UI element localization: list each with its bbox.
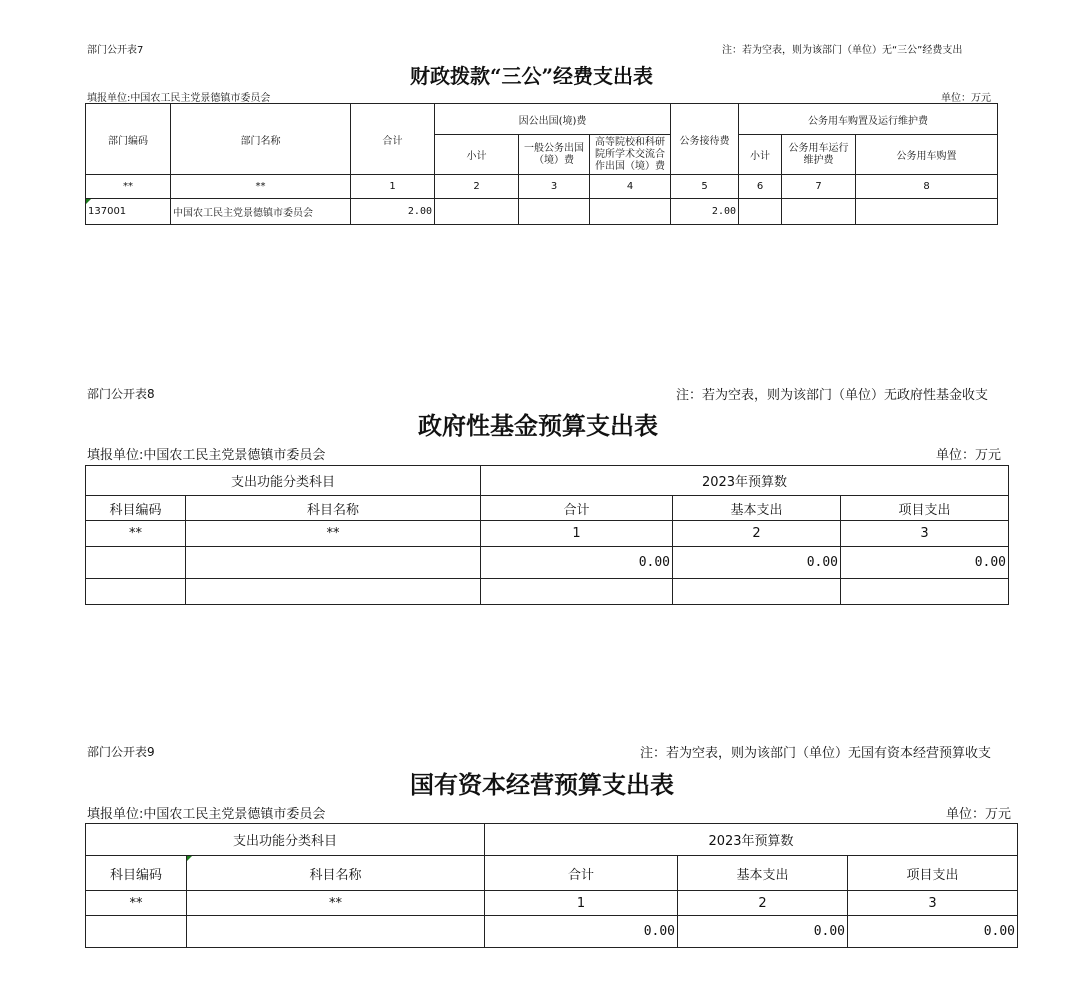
- empty-cell: [519, 199, 590, 225]
- empty-cell: [86, 547, 186, 579]
- index-cell: **: [86, 521, 186, 547]
- empty-cell: [86, 916, 187, 948]
- basic-cell: 0.00: [678, 916, 848, 948]
- table-number-9: 部门公开表9: [87, 745, 155, 759]
- sangong-table: [85, 103, 998, 225]
- empty-table-note: 注：若为空表，则为该部门（单位）无国有资本经营预算收支: [640, 746, 992, 761]
- empty-cell: [782, 199, 856, 225]
- table-row: [86, 547, 1009, 579]
- header-budget: 2023年预算数: [481, 466, 1009, 496]
- header-total: 合计: [351, 104, 435, 175]
- header-total: 合计: [485, 856, 678, 891]
- header-basic: 基本支出: [678, 856, 848, 891]
- empty-cell: [673, 579, 841, 605]
- empty-cell: [481, 579, 673, 605]
- index-cell: 2: [435, 175, 519, 199]
- index-cell: 1: [351, 175, 435, 199]
- table-row: [86, 579, 1009, 605]
- table-row: [86, 199, 998, 225]
- index-cell: **: [186, 521, 481, 547]
- index-cell: 6: [739, 175, 782, 199]
- reception-cell: 2.00: [671, 199, 739, 225]
- header-subject-name: 科目名称: [187, 856, 485, 891]
- table-number-8: 部门公开表8: [87, 387, 155, 401]
- header-category: 支出功能分类科目: [86, 824, 485, 856]
- dept-code-cell: 137001: [86, 199, 171, 225]
- index-cell: 3: [841, 521, 1009, 547]
- empty-cell: [841, 579, 1009, 605]
- empty-cell: [187, 916, 485, 948]
- header-vehicle: 公务用车购置及运行维护费: [739, 104, 998, 135]
- header-abroad-general: 一般公务出国（境）费: [519, 135, 590, 175]
- gov-fund-table: [85, 465, 1009, 605]
- header-vehicle-purchase: 公务用车购置: [856, 135, 998, 175]
- header-category: 支出功能分类科目: [86, 466, 481, 496]
- empty-cell: [86, 579, 186, 605]
- header-vehicle-subtotal: 小计: [739, 135, 782, 175]
- index-row: [86, 521, 1009, 547]
- index-row: [86, 891, 1018, 916]
- filling-unit: 填报单位:中国农工民主党景德镇市委员会: [87, 93, 271, 104]
- filling-unit: 填报单位:中国农工民主党景德镇市委员会: [87, 807, 326, 822]
- header-abroad: 因公出国(境)费: [435, 104, 671, 135]
- page-title-state-capital: 国有资本经营预算支出表: [410, 770, 674, 799]
- header-project: 项目支出: [848, 856, 1018, 891]
- unit-label: 单位：万元: [946, 807, 1012, 822]
- header-budget: 2023年预算数: [485, 824, 1018, 856]
- header-reception: 公务接待费: [671, 104, 739, 175]
- index-cell: 1: [485, 891, 678, 916]
- empty-cell: [739, 199, 782, 225]
- header-basic: 基本支出: [673, 496, 841, 521]
- unit-label: 单位：万元: [936, 448, 1002, 463]
- empty-cell: [856, 199, 998, 225]
- header-subject-code: 科目编码: [86, 856, 187, 891]
- index-cell: **: [187, 891, 485, 916]
- dept-name-cell: 中国农工民主党景德镇市委员会: [171, 199, 351, 225]
- unit-label: 单位：万元: [941, 93, 991, 104]
- page-title-sangong: 财政拨款“三公”经费支出表: [410, 64, 654, 88]
- total-cell: 0.00: [481, 547, 673, 579]
- index-cell: 1: [481, 521, 673, 547]
- filling-unit: 填报单位:中国农工民主党景德镇市委员会: [87, 448, 326, 463]
- header-subject-code: 科目编码: [86, 496, 186, 521]
- total-cell: 0.00: [485, 916, 678, 948]
- index-cell: **: [171, 175, 351, 199]
- index-cell: 4: [590, 175, 671, 199]
- table-number-7: 部门公开表7: [87, 45, 144, 56]
- index-cell: 3: [848, 891, 1018, 916]
- empty-cell: [186, 547, 481, 579]
- header-vehicle-running: 公务用车运行维护费: [782, 135, 856, 175]
- total-cell: 2.00: [351, 199, 435, 225]
- index-cell: 8: [856, 175, 998, 199]
- header-dept-name: 部门名称: [171, 104, 351, 175]
- page-title-gov-fund: 政府性基金预算支出表: [418, 411, 658, 440]
- project-cell: 0.00: [848, 916, 1018, 948]
- index-cell: 2: [673, 521, 841, 547]
- index-cell: 5: [671, 175, 739, 199]
- empty-table-note: 注：若为空表，则为该部门（单位）无“三公”经费支出: [722, 45, 963, 56]
- project-cell: 0.00: [841, 547, 1009, 579]
- header-abroad-academic: 高等院校和科研院所学术交流合作出国（境）费: [590, 135, 671, 175]
- header-dept-code: 部门编码: [86, 104, 171, 175]
- index-cell: 2: [678, 891, 848, 916]
- empty-cell: [435, 199, 519, 225]
- index-cell: 3: [519, 175, 590, 199]
- header-project: 项目支出: [841, 496, 1009, 521]
- header-abroad-subtotal: 小计: [435, 135, 519, 175]
- state-capital-table: [85, 823, 1018, 948]
- table-row: [86, 916, 1018, 948]
- index-cell: **: [86, 891, 187, 916]
- index-cell: **: [86, 175, 171, 199]
- empty-cell: [186, 579, 481, 605]
- index-cell: 7: [782, 175, 856, 199]
- header-total: 合计: [481, 496, 673, 521]
- header-subject-name: 科目名称: [186, 496, 481, 521]
- empty-table-note: 注：若为空表，则为该部门（单位）无政府性基金收支: [676, 388, 989, 403]
- basic-cell: 0.00: [673, 547, 841, 579]
- index-row: [86, 175, 998, 199]
- empty-cell: [590, 199, 671, 225]
